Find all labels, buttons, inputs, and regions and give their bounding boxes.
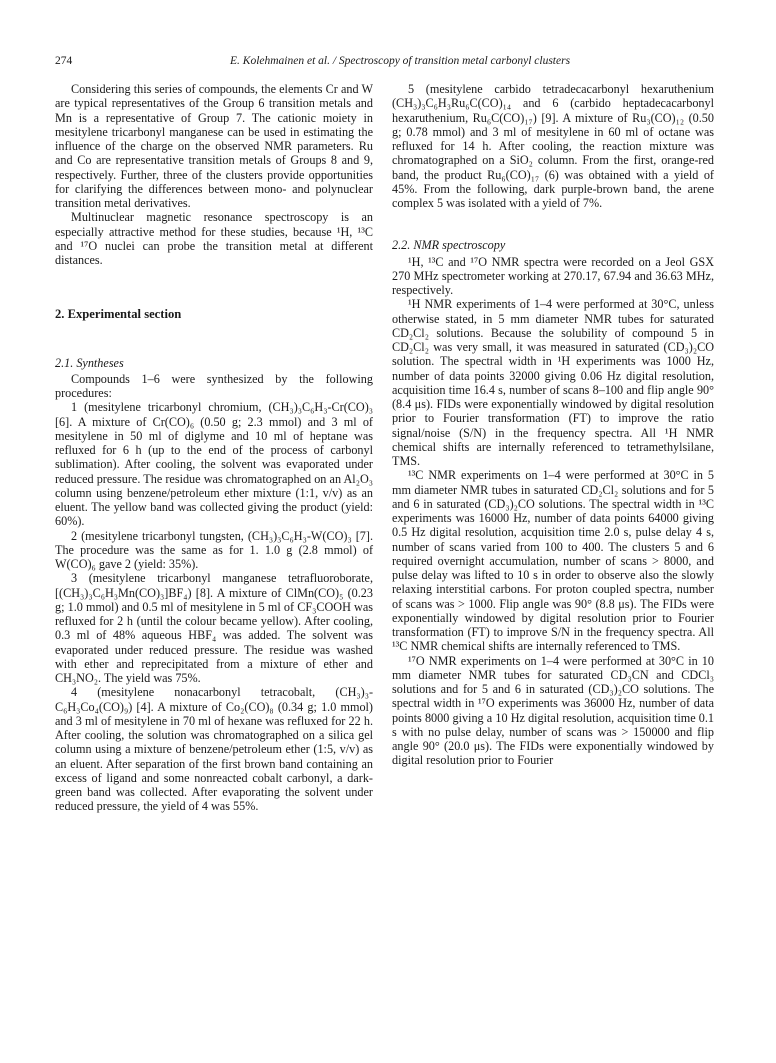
running-head: E. Kolehmainen et al. / Spectroscopy of transition metal carbonyl clusters — [230, 55, 571, 67]
left-column — [55, 82, 373, 814]
nmr-spectrometer-paragraph: ¹H, ¹³C and ¹⁷O NMR spectra were recorded on a Jeol GSX 270 MHz spectrometer working at 270.17, 67.94 and 36.63 MHz, respectively. — [392, 254, 714, 297]
nmr-motivation-paragraph: Multinuclear magnetic resonance spectroscopy is an especially attractive method for these studies, because ¹H, ¹³C and ¹⁷O nuclei can probe the transition metal at different distances. — [55, 210, 373, 267]
compound-5-6-paragraph: 5 (mesitylene carbido tetradecacarbonyl hexaruthenium (CH₃)₃C₆H₃Ru₆C(CO)₁₄ and 6 (carbido heptadecacarbonyl hexaruthenium, Ru₆C(CO)₁₇) [9]. A mixture of Ru₃(CO)₁₂ (0.50 g; 0.78 mmol) and 3 ml of mesitylene in 60 ml of octane was refluxed for 14 h. After cooling, the reaction mixture was chromatographed on a SiO₂ column. From the first, orange-red band, the product Ru₆(CO)₁₇ (6) was obtained with a yield of 45%. From the following, dark purple-brown band, the arene complex 5 was isolated with a yield of 7%. — [392, 82, 714, 210]
subsection-title-nmr: 2.2. NMR spectroscopy — [392, 238, 506, 253]
syntheses-intro-paragraph: Compounds 1–6 were synthesized by the following procedures: — [55, 371, 373, 400]
page-header — [55, 55, 720, 71]
compound-4-paragraph: 4 (mesitylene nonacarbonyl tetracobalt, (CH₃)₃-C₆H₃Co₄(CO)₉) [4]. A mixture of Co₂(CO)₈ (0.34 g; 1.0 mmol) and 3 ml of mesitylene in 70 ml of hexane was refluxed for 22 h. After cooling, the solution was chromatographed on a silica gel column using a mixture of benzene/petroleum ether (1:5, v/v) as an eluent. After separation of the first brown band containing an excess of ligand and some nonreacted cobalt carbonyl, a dark-green band was collected. After evaporating the solvent under reduced pressure, the yield of 4 was 55%. — [55, 685, 373, 814]
subsection-title-syntheses: 2.1. Syntheses — [55, 355, 124, 370]
right-column — [392, 82, 714, 768]
compound-1-paragraph: 1 (mesitylene tricarbonyl chromium, (CH₃)₃C₆H₃-Cr(CO)₃ [6]. A mixture of Cr(CO)₆ (0.50 g; 2.3 mmol) and 3 ml of mesitylene in 50 ml of diglyme and 10 ml of heptane was refluxed for 6 h (up to the end of the process of carbonyl sublimation). After cooling, the solvent was evaporated under reduced pressure. The residue was chromatographed on an Al₂O₃ column using benzene/petroleum ether mixture (1:1, v/v) as an eluent. The yellow band was collected giving the product (yield: 60%). — [55, 400, 373, 529]
section-title: 2. Experimental section — [55, 307, 182, 322]
compound-2-paragraph: 2 (mesitylene tricarbonyl tungsten, (CH₃)₃C₆H₃-W(CO)₃ [7]. The procedure was the same as for 1. 1.0 g (2.8 mmol) of W(CO)₆ gave 2 (yield: 35%). — [55, 528, 373, 571]
intro-paragraph: Considering this series of compounds, the elements Cr and W are typical representatives of the Group 6 transition metals and Mn is a representative of Group 7. The cationic moiety in mesitylene tricarbonyl manganese can be used in estimating the influence of the charge on the observed NMR parameters. Ru and Co are representative transition metals of Groups 8 and 9, respectively. Further, three of the clusters provide opportunities for clarifying the differences between mono- and polynuclear transition metal derivatives. — [55, 82, 373, 210]
c-nmr-paragraph: ¹³C NMR experiments on 1–4 were performed at 30°C in 5 mm diameter NMR tubes in saturated CD₂Cl₂ solutions and for 5 and 6 in saturated (CD₃)₂CO solutions. The spectral width in ¹³C experiments was 16000 Hz, number of data points 64000 giving 0.5 Hz digital resolution, acquisition time 2.0 s, pulse delay 4 s, number of scans varied from 100 to 400. The clusters 5 and 6 required overnight accumulation, number of scans > 8000, and pulse delay was lifted to 10 s in order to observe also the slowly relaxing interstitial carbons. For proton coupled spectra, number of scans was > 1000. Flip angle was 90° (8.8 μs). The FIDs were exponentially windowed by digital resolution prior to Fourier transformation (FT) to improve S/N in the frequency spectra. All ¹³C NMR chemical shifts are internally referenced to TMS. — [392, 468, 714, 654]
page-number: 274 — [55, 55, 73, 67]
h-nmr-paragraph: ¹H NMR experiments of 1–4 were performed at 30°C, unless otherwise stated, in 5 mm diameter NMR tubes for saturated CD₂Cl₂ solutions. Because the solubility of compound 5 in CD₂Cl₂ was very small, it was measured in saturated (CD₃)₂CO solution. The spectral width in ¹H experiments was 1000 Hz, number of data points 32000 giving 0.06 Hz digital resolution, acquisition time 16.4 s, number of scans 8–100 and flip angle 90° (8.4 μs). FIDs were exponentially windowed by digital resolution prior to Fourier transformation (FT) to improve the ratio signal/noise (S/N) in the frequency spectra. All ¹H NMR chemical shifts are internally referenced to tetramethylsilane, TMS. — [392, 297, 714, 468]
o-nmr-paragraph: ¹⁷O NMR experiments on 1–4 were performed at 30°C in 10 mm diameter NMR tubes for saturated CD₃CN and CDCl₃ solutions and for 5 and 6 in saturated (CD₃)₂CO solutions. The spectral width in ¹⁷O experiments was 36000 Hz, number of data points 8000 giving a 10 Hz digital resolution, acquisition time 0.1 s with no pulse delay, number of scans was > 150000 and flip angle 90° (20.0 μs). The FIDs were exponentially windowed by digital resolution prior to Fourier — [392, 653, 714, 768]
compound-3-paragraph: 3 (mesitylene tricarbonyl manganese tetrafluoroborate, [(CH₃)₃C₆H₃Mn(CO)₃]BF₄) [8]. A mixture of ClMn(CO)₅ (0.23 g; 1.0 mmol) and 0.5 ml of mesitylene in 5 ml of CF₃COOH was refluxed for 2 h (until the colour became yellow). After cooling, 0.3 ml of 48% aqueous HBF₄ was added. The solvent was evaporated under reduced pressure. The residue was washed with ether and reprecipitated from a mixture of ether and CH₃NO₂. The yield was 75%. — [55, 571, 373, 685]
